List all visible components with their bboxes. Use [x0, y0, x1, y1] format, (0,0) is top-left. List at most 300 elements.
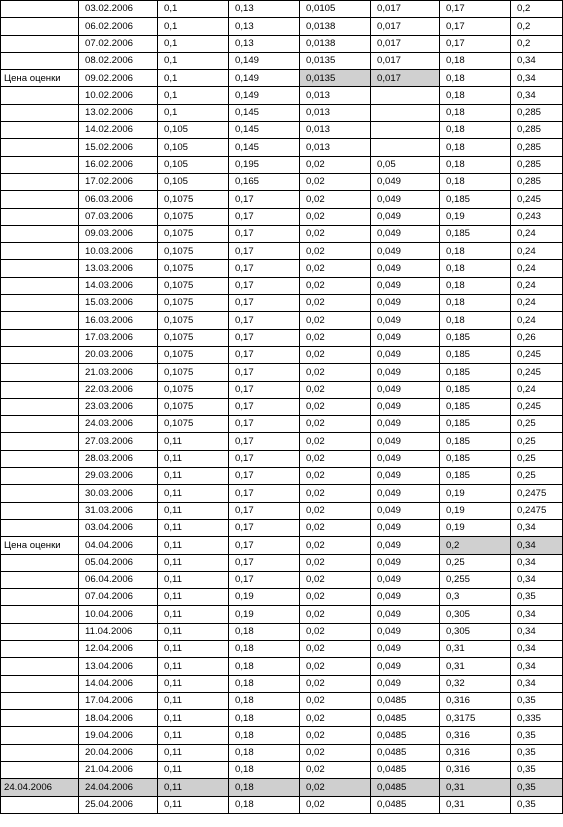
- row-label-cell: [1, 295, 79, 312]
- value-cell: 0,1: [158, 70, 229, 87]
- value-cell: 0,049: [371, 173, 440, 190]
- value-cell: 0,18: [229, 744, 300, 761]
- value-cell: 0,049: [371, 468, 440, 485]
- table-row: [1, 779, 563, 796]
- value-cell: 0,11: [158, 554, 229, 571]
- date-cell: 11.04.2006: [79, 623, 158, 640]
- date-cell: 29.03.2006: [79, 468, 158, 485]
- value-cell: 0,017: [371, 18, 440, 35]
- value-cell: 0,02: [300, 744, 371, 761]
- value-cell: 0,02: [300, 762, 371, 779]
- row-label-cell: 24.04.2006: [1, 779, 79, 796]
- value-cell: 0,0138: [300, 35, 371, 52]
- value-cell: 0,02: [300, 329, 371, 346]
- value-cell: 0,1075: [158, 243, 229, 260]
- value-cell: 0,17: [440, 1, 511, 18]
- value-cell: 0,34: [511, 554, 563, 571]
- value-cell: 0,18: [440, 52, 511, 69]
- date-cell: 09.02.2006: [79, 70, 158, 87]
- date-cell: 06.03.2006: [79, 191, 158, 208]
- value-cell: 0,049: [371, 329, 440, 346]
- table-row: [1, 35, 563, 52]
- value-cell: 0,13: [229, 1, 300, 18]
- date-cell: 07.04.2006: [79, 589, 158, 606]
- value-cell: 0,18: [440, 70, 511, 87]
- value-cell: 0,11: [158, 779, 229, 796]
- value-cell: 0,049: [371, 450, 440, 467]
- value-cell: 0,195: [229, 156, 300, 173]
- value-cell: 0,24: [511, 295, 563, 312]
- table-row: [1, 744, 563, 761]
- value-cell: 0,34: [511, 537, 563, 554]
- date-cell: 03.02.2006: [79, 1, 158, 18]
- value-cell: 0,34: [511, 675, 563, 692]
- value-cell: 0,049: [371, 675, 440, 692]
- value-cell: 0,049: [371, 571, 440, 588]
- value-cell: 0,02: [300, 623, 371, 640]
- date-cell: 21.04.2006: [79, 762, 158, 779]
- value-cell: 0,02: [300, 485, 371, 502]
- row-label-cell: [1, 589, 79, 606]
- table-body: [1, 1, 563, 814]
- value-cell: 0,18: [440, 260, 511, 277]
- row-label-cell: [1, 658, 79, 675]
- value-cell: 0,34: [511, 70, 563, 87]
- value-cell: 0,185: [440, 433, 511, 450]
- value-cell: 0,1: [158, 35, 229, 52]
- table-row: [1, 485, 563, 502]
- value-cell: 0,11: [158, 571, 229, 588]
- value-cell: 0,049: [371, 225, 440, 242]
- value-cell: 0,105: [158, 139, 229, 156]
- date-cell: 17.04.2006: [79, 692, 158, 709]
- row-label-cell: [1, 398, 79, 415]
- value-cell: 0,02: [300, 710, 371, 727]
- date-cell: 21.03.2006: [79, 364, 158, 381]
- value-cell: 0,1075: [158, 416, 229, 433]
- date-cell: 16.02.2006: [79, 156, 158, 173]
- value-cell: 0,02: [300, 537, 371, 554]
- row-label-cell: [1, 139, 79, 156]
- value-cell: 0,11: [158, 519, 229, 536]
- value-cell: 0,013: [300, 87, 371, 104]
- value-cell: 0,013: [300, 104, 371, 121]
- value-cell: 0,19: [440, 502, 511, 519]
- value-cell: 0,19: [229, 606, 300, 623]
- table-row: [1, 312, 563, 329]
- row-label-cell: [1, 502, 79, 519]
- value-cell: 0,17: [229, 295, 300, 312]
- value-cell: 0,0485: [371, 710, 440, 727]
- value-cell: 0,19: [440, 208, 511, 225]
- value-cell: 0,17: [229, 554, 300, 571]
- value-cell: 0,18: [229, 796, 300, 813]
- value-cell: 0,1: [158, 104, 229, 121]
- row-label-cell: [1, 675, 79, 692]
- value-cell: 0,105: [158, 173, 229, 190]
- value-cell: 0,185: [440, 450, 511, 467]
- value-cell: 0,017: [371, 70, 440, 87]
- date-cell: 15.02.2006: [79, 139, 158, 156]
- value-cell: 0,17: [229, 243, 300, 260]
- value-cell: 0,0485: [371, 779, 440, 796]
- value-cell: 0,1075: [158, 364, 229, 381]
- value-cell: 0,3: [440, 589, 511, 606]
- value-cell: 0,1075: [158, 191, 229, 208]
- table-row: [1, 537, 563, 554]
- value-cell: 0,11: [158, 710, 229, 727]
- value-cell: 0,285: [511, 104, 563, 121]
- date-cell: 08.02.2006: [79, 52, 158, 69]
- table-row: [1, 502, 563, 519]
- value-cell: 0,105: [158, 156, 229, 173]
- value-cell: 0,185: [440, 381, 511, 398]
- value-cell: 0,31: [440, 796, 511, 813]
- value-cell: 0,245: [511, 364, 563, 381]
- date-cell: 07.02.2006: [79, 35, 158, 52]
- date-cell: 19.04.2006: [79, 727, 158, 744]
- value-cell: 0,02: [300, 468, 371, 485]
- value-cell: 0,1075: [158, 398, 229, 415]
- value-cell: 0,17: [229, 519, 300, 536]
- value-cell: 0,049: [371, 606, 440, 623]
- row-label-cell: [1, 87, 79, 104]
- value-cell: 0,1: [158, 18, 229, 35]
- value-cell: 0,335: [511, 710, 563, 727]
- row-label-cell: [1, 606, 79, 623]
- value-cell: 0,049: [371, 640, 440, 657]
- date-cell: 15.03.2006: [79, 295, 158, 312]
- value-cell: 0,34: [511, 640, 563, 657]
- value-cell: 0,34: [511, 519, 563, 536]
- value-cell: 0,285: [511, 156, 563, 173]
- value-cell: 0,049: [371, 433, 440, 450]
- value-cell: 0,35: [511, 589, 563, 606]
- value-cell: 0,245: [511, 398, 563, 415]
- value-cell: 0,1: [158, 1, 229, 18]
- date-cell: 18.04.2006: [79, 710, 158, 727]
- date-cell: 05.04.2006: [79, 554, 158, 571]
- value-cell: 0,24: [511, 225, 563, 242]
- row-label-cell: [1, 519, 79, 536]
- value-cell: 0,05: [371, 156, 440, 173]
- value-cell: 0,19: [440, 519, 511, 536]
- table-row: [1, 606, 563, 623]
- value-cell: 0,11: [158, 658, 229, 675]
- value-cell: 0,35: [511, 779, 563, 796]
- value-cell: 0,24: [511, 243, 563, 260]
- value-cell: 0,11: [158, 796, 229, 813]
- table-row: [1, 364, 563, 381]
- value-cell: [371, 87, 440, 104]
- value-cell: 0,17: [229, 260, 300, 277]
- value-cell: 0,17: [440, 18, 511, 35]
- value-cell: 0,02: [300, 364, 371, 381]
- date-cell: 14.04.2006: [79, 675, 158, 692]
- value-cell: 0,185: [440, 364, 511, 381]
- value-cell: 0,11: [158, 450, 229, 467]
- row-label-cell: [1, 191, 79, 208]
- value-cell: 0,18: [229, 675, 300, 692]
- row-label-cell: [1, 744, 79, 761]
- date-cell: 06.04.2006: [79, 571, 158, 588]
- row-label-cell: [1, 104, 79, 121]
- table-row: [1, 468, 563, 485]
- value-cell: 0,25: [511, 433, 563, 450]
- value-cell: 0,1075: [158, 295, 229, 312]
- value-cell: 0,02: [300, 554, 371, 571]
- value-cell: 0,165: [229, 173, 300, 190]
- date-cell: 10.04.2006: [79, 606, 158, 623]
- table-row: [1, 139, 563, 156]
- value-cell: 0,0485: [371, 796, 440, 813]
- value-cell: 0,316: [440, 744, 511, 761]
- value-cell: 0,0485: [371, 692, 440, 709]
- table-row: [1, 52, 563, 69]
- table-row: [1, 519, 563, 536]
- value-cell: 0,285: [511, 122, 563, 139]
- row-label-cell: [1, 346, 79, 363]
- value-cell: 0,245: [511, 346, 563, 363]
- table-row: [1, 398, 563, 415]
- row-label-cell: [1, 796, 79, 813]
- row-label-cell: [1, 710, 79, 727]
- row-label-cell: [1, 243, 79, 260]
- value-cell: 0,1075: [158, 260, 229, 277]
- table-row: [1, 640, 563, 657]
- date-cell: 25.04.2006: [79, 796, 158, 813]
- value-cell: 0,02: [300, 779, 371, 796]
- value-cell: 0,34: [511, 658, 563, 675]
- row-label-cell: [1, 208, 79, 225]
- value-cell: 0,149: [229, 70, 300, 87]
- table-row: [1, 433, 563, 450]
- value-cell: 0,013: [300, 139, 371, 156]
- date-cell: 22.03.2006: [79, 381, 158, 398]
- value-cell: 0,02: [300, 658, 371, 675]
- value-cell: 0,0485: [371, 744, 440, 761]
- value-cell: 0,34: [511, 606, 563, 623]
- value-cell: 0,0485: [371, 762, 440, 779]
- value-cell: 0,11: [158, 537, 229, 554]
- value-cell: 0,2: [511, 18, 563, 35]
- row-label-cell: [1, 122, 79, 139]
- value-cell: 0,049: [371, 208, 440, 225]
- table-row: [1, 727, 563, 744]
- date-cell: 10.02.2006: [79, 87, 158, 104]
- value-cell: 0,017: [371, 52, 440, 69]
- value-cell: 0,11: [158, 468, 229, 485]
- value-cell: 0,11: [158, 692, 229, 709]
- date-cell: 24.03.2006: [79, 416, 158, 433]
- value-cell: 0,049: [371, 554, 440, 571]
- value-cell: 0,18: [229, 640, 300, 657]
- date-cell: 30.03.2006: [79, 485, 158, 502]
- table-row: [1, 329, 563, 346]
- row-label-cell: [1, 1, 79, 18]
- value-cell: 0,02: [300, 312, 371, 329]
- value-cell: 0,17: [229, 191, 300, 208]
- value-cell: 0,17: [229, 225, 300, 242]
- value-cell: 0,1075: [158, 312, 229, 329]
- value-cell: 0,185: [440, 416, 511, 433]
- value-cell: 0,0485: [371, 727, 440, 744]
- value-cell: 0,02: [300, 398, 371, 415]
- table-row: [1, 122, 563, 139]
- value-cell: 0,02: [300, 416, 371, 433]
- row-label-cell: [1, 468, 79, 485]
- value-cell: 0,35: [511, 796, 563, 813]
- value-cell: 0,02: [300, 502, 371, 519]
- value-cell: 0,02: [300, 346, 371, 363]
- table-row: [1, 225, 563, 242]
- value-cell: 0,17: [229, 312, 300, 329]
- value-cell: 0,18: [440, 104, 511, 121]
- value-cell: 0,02: [300, 208, 371, 225]
- value-cell: 0,35: [511, 692, 563, 709]
- value-cell: 0,049: [371, 277, 440, 294]
- value-cell: 0,18: [440, 87, 511, 104]
- row-label-cell: [1, 762, 79, 779]
- value-cell: 0,316: [440, 727, 511, 744]
- row-label-cell: [1, 364, 79, 381]
- value-cell: 0,316: [440, 762, 511, 779]
- value-cell: 0,17: [229, 537, 300, 554]
- value-cell: 0,11: [158, 744, 229, 761]
- value-cell: 0,25: [511, 450, 563, 467]
- value-cell: 0,02: [300, 796, 371, 813]
- value-cell: 0,013: [300, 122, 371, 139]
- value-cell: 0,34: [511, 623, 563, 640]
- value-cell: 0,149: [229, 87, 300, 104]
- date-cell: 06.02.2006: [79, 18, 158, 35]
- value-cell: 0,11: [158, 502, 229, 519]
- row-label-cell: [1, 156, 79, 173]
- value-cell: 0,35: [511, 744, 563, 761]
- table-row: [1, 623, 563, 640]
- value-cell: 0,02: [300, 571, 371, 588]
- date-cell: 03.04.2006: [79, 519, 158, 536]
- date-cell: 20.04.2006: [79, 744, 158, 761]
- row-label-cell: [1, 433, 79, 450]
- value-cell: 0,049: [371, 346, 440, 363]
- value-cell: 0,11: [158, 623, 229, 640]
- value-cell: 0,02: [300, 243, 371, 260]
- value-cell: 0,25: [511, 468, 563, 485]
- value-cell: 0,0105: [300, 1, 371, 18]
- value-cell: 0,02: [300, 173, 371, 190]
- table-row: [1, 675, 563, 692]
- row-label-cell: [1, 225, 79, 242]
- value-cell: 0,1075: [158, 277, 229, 294]
- table-row: [1, 762, 563, 779]
- value-cell: 0,18: [440, 243, 511, 260]
- value-cell: 0,049: [371, 191, 440, 208]
- row-label-cell: [1, 416, 79, 433]
- value-cell: 0,245: [511, 191, 563, 208]
- value-cell: 0,17: [440, 35, 511, 52]
- table-row: [1, 571, 563, 588]
- row-label-cell: [1, 727, 79, 744]
- value-cell: 0,18: [229, 658, 300, 675]
- date-cell: 13.02.2006: [79, 104, 158, 121]
- row-label-cell: [1, 571, 79, 588]
- value-cell: 0,18: [229, 762, 300, 779]
- row-label-cell: [1, 692, 79, 709]
- value-cell: 0,13: [229, 35, 300, 52]
- value-cell: 0,17: [229, 468, 300, 485]
- value-cell: 0,2475: [511, 485, 563, 502]
- value-cell: 0,02: [300, 191, 371, 208]
- value-cell: 0,17: [229, 450, 300, 467]
- value-cell: 0,1075: [158, 381, 229, 398]
- row-label-cell: Цена оценки: [1, 537, 79, 554]
- value-cell: 0,13: [229, 18, 300, 35]
- value-cell: 0,34: [511, 52, 563, 69]
- value-cell: 0,02: [300, 295, 371, 312]
- value-cell: 0,18: [440, 312, 511, 329]
- value-cell: 0,35: [511, 727, 563, 744]
- value-cell: 0,31: [440, 640, 511, 657]
- row-label-cell: [1, 312, 79, 329]
- date-cell: 07.03.2006: [79, 208, 158, 225]
- value-cell: 0,25: [511, 416, 563, 433]
- value-cell: 0,0135: [300, 52, 371, 69]
- value-cell: [371, 104, 440, 121]
- value-cell: 0,11: [158, 762, 229, 779]
- value-cell: 0,17: [229, 277, 300, 294]
- value-cell: 0,02: [300, 156, 371, 173]
- value-cell: 0,02: [300, 606, 371, 623]
- date-cell: 12.04.2006: [79, 640, 158, 657]
- value-cell: 0,11: [158, 589, 229, 606]
- value-cell: 0,049: [371, 416, 440, 433]
- row-label-cell: [1, 35, 79, 52]
- row-label-cell: [1, 329, 79, 346]
- value-cell: 0,316: [440, 692, 511, 709]
- value-cell: 0,243: [511, 208, 563, 225]
- value-cell: 0,17: [229, 398, 300, 415]
- value-cell: 0,2: [511, 35, 563, 52]
- value-cell: 0,1: [158, 87, 229, 104]
- row-label-cell: [1, 450, 79, 467]
- value-cell: 0,02: [300, 260, 371, 277]
- table-row: [1, 277, 563, 294]
- value-cell: 0,049: [371, 589, 440, 606]
- value-cell: 0,049: [371, 381, 440, 398]
- value-cell: 0,24: [511, 277, 563, 294]
- value-cell: 0,185: [440, 398, 511, 415]
- row-label-cell: [1, 640, 79, 657]
- value-cell: 0,18: [229, 692, 300, 709]
- value-cell: 0,049: [371, 312, 440, 329]
- value-cell: 0,17: [229, 433, 300, 450]
- table-row: [1, 658, 563, 675]
- value-cell: 0,18: [440, 277, 511, 294]
- table-row: [1, 710, 563, 727]
- value-cell: 0,3175: [440, 710, 511, 727]
- date-cell: 14.02.2006: [79, 122, 158, 139]
- value-cell: 0,02: [300, 450, 371, 467]
- value-cell: 0,17: [229, 416, 300, 433]
- value-cell: 0,1: [158, 52, 229, 69]
- table-row: [1, 18, 563, 35]
- value-cell: 0,17: [229, 571, 300, 588]
- row-label-cell: Цена оценки: [1, 70, 79, 87]
- table-row: [1, 243, 563, 260]
- value-cell: 0,1075: [158, 346, 229, 363]
- row-label-cell: [1, 381, 79, 398]
